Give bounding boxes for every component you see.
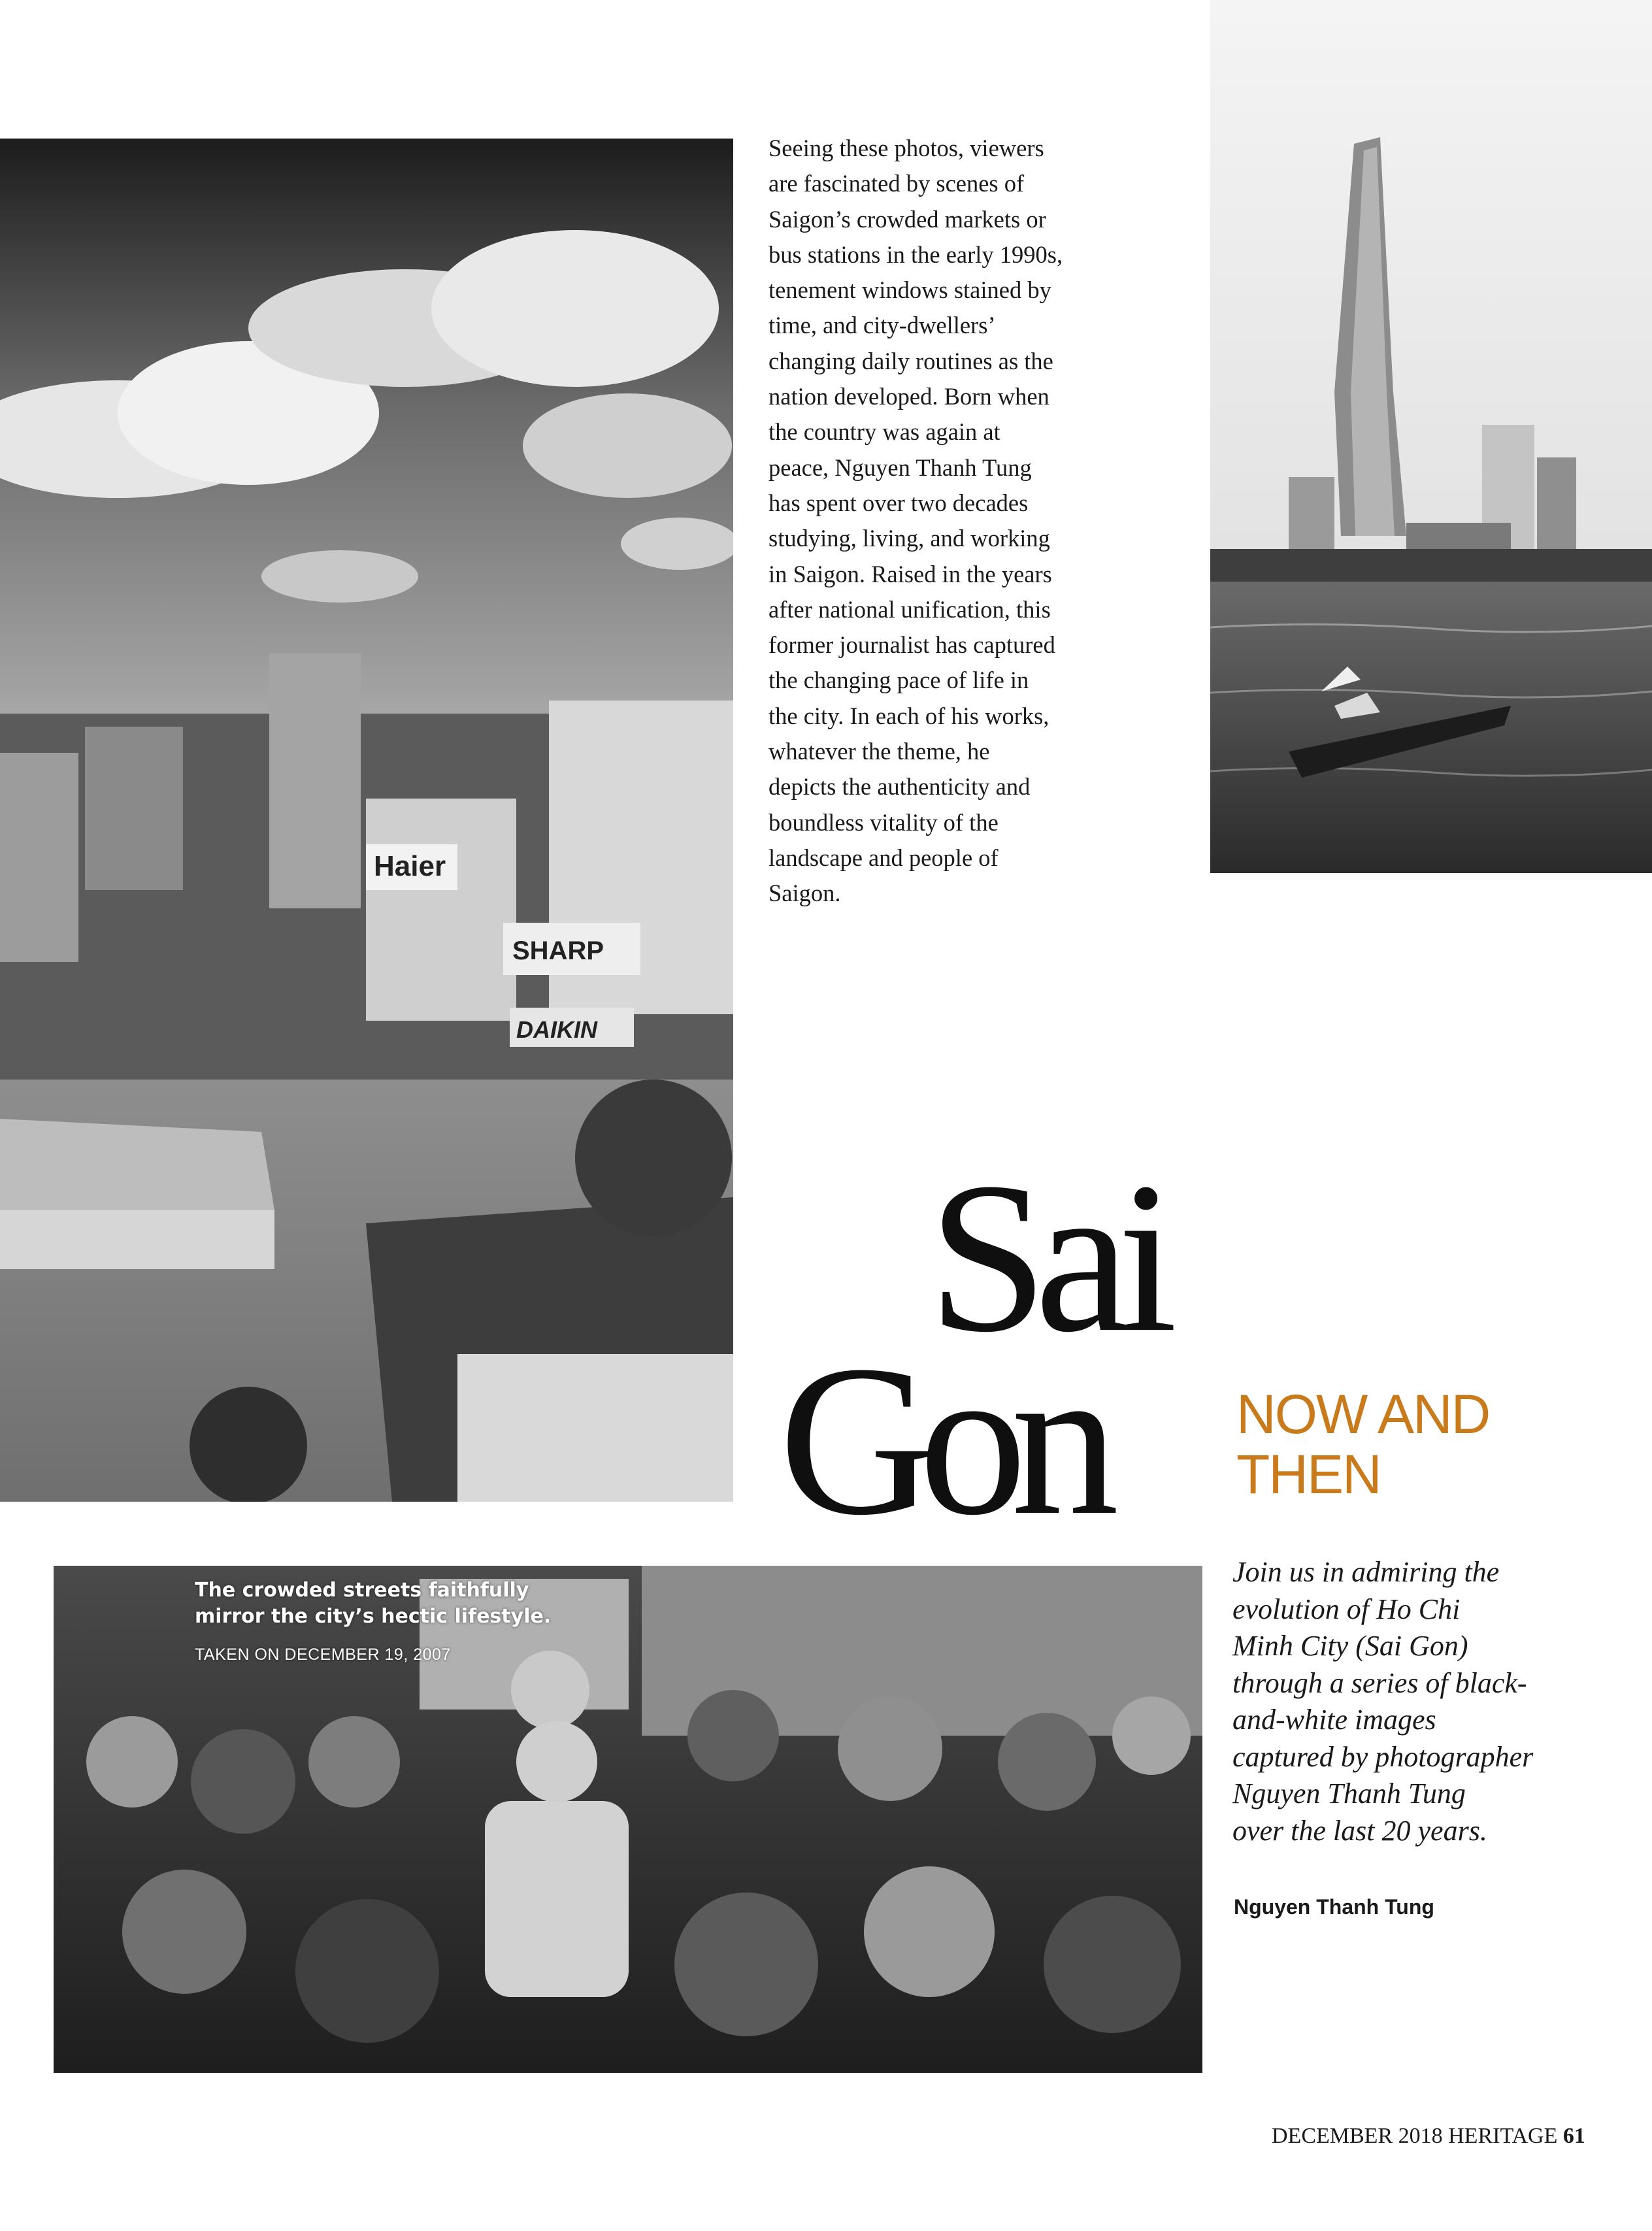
motorbike-crowd-photo-art (54, 1566, 1202, 2073)
intro-line: evolution of Ho Chi (1232, 1593, 1461, 1625)
river-tower-photo-art (1210, 0, 1652, 873)
body-line: are fascinated by scenes of (768, 170, 1025, 197)
subtitle (1236, 1384, 1489, 1504)
intro-text (1232, 1554, 1625, 1849)
body-line: time, and city-dwellers’ (768, 312, 996, 339)
body-line: nation developed. Born when (768, 383, 1049, 410)
body-line: former journalist has captured (768, 631, 1055, 659)
subtitle-line: NOW AND (1236, 1383, 1490, 1445)
caption-line: The crowded streets faithfully (195, 1579, 529, 1602)
body-line: whatever the theme, he (768, 738, 990, 765)
body-line: changing daily routines as the (768, 347, 1053, 374)
caption-line: mirror the city’s hectic lifestyle. (195, 1605, 552, 1628)
body-line: Seeing these photos, viewers (768, 135, 1044, 161)
sharp-sign: SHARP (512, 936, 604, 965)
title-gon: Gon (779, 1321, 1104, 1560)
intro-line: Nguyen Thanh Tung (1232, 1777, 1466, 1810)
intro-line: through a series of black- (1232, 1666, 1527, 1699)
body-line: the city. In each of his works, (768, 702, 1049, 729)
body-line: boundless vitality of the (768, 808, 999, 836)
page-footer (1272, 2124, 1585, 2149)
page-number: 61 (1562, 2124, 1585, 2148)
body-line: Saigon’s crowded markets or (768, 205, 1046, 233)
subtitle-line: THEN (1236, 1444, 1381, 1505)
body-line: after national unification, this (768, 595, 1051, 623)
haier-sign: Haier (374, 850, 446, 882)
body-line: depicts the authenticity and (768, 773, 1031, 801)
body-line: Saigon. (768, 880, 841, 907)
city-aerial-photo-art (0, 139, 733, 1502)
body-line: studying, living, and working (768, 525, 1050, 552)
river-tower-photo (1210, 0, 1652, 873)
article-body (768, 131, 1082, 912)
body-line: tenement windows stained by (768, 276, 1051, 304)
intro-line: captured by photographer (1232, 1740, 1534, 1773)
daikin-sign: DAIKIN (516, 1016, 597, 1043)
title-sai: Sai (928, 1138, 1165, 1377)
body-line: bus stations in the early 1990s, (768, 240, 1063, 268)
motorbike-crowd-photo (54, 1566, 1202, 2073)
photo-caption-date: TAKEN ON DECEMBER 19, 2007 (195, 1645, 451, 1664)
photo-caption (195, 1578, 551, 1630)
intro-line: over the last 20 years. (1232, 1814, 1487, 1847)
intro-line: and-white images (1232, 1704, 1436, 1736)
body-line: landscape and people of (768, 844, 999, 871)
body-line: peace, Nguyen Thanh Tung (768, 454, 1032, 481)
body-line: the changing pace of life in (768, 667, 1029, 694)
footer-date: DECEMBER 2018 (1272, 2124, 1443, 2148)
body-line: the country was again at (768, 418, 1000, 446)
intro-line: Join us in admiring the (1232, 1556, 1500, 1588)
city-aerial-photo (0, 139, 733, 1502)
body-line: has spent over two decades (768, 489, 1029, 516)
intro-line: Minh City (Sai Gon) (1232, 1630, 1468, 1662)
byline: Nguyen Thanh Tung (1234, 1895, 1434, 1919)
footer-magazine: HERITAGE (1448, 2124, 1558, 2148)
body-line: in Saigon. Raised in the years (768, 560, 1052, 587)
